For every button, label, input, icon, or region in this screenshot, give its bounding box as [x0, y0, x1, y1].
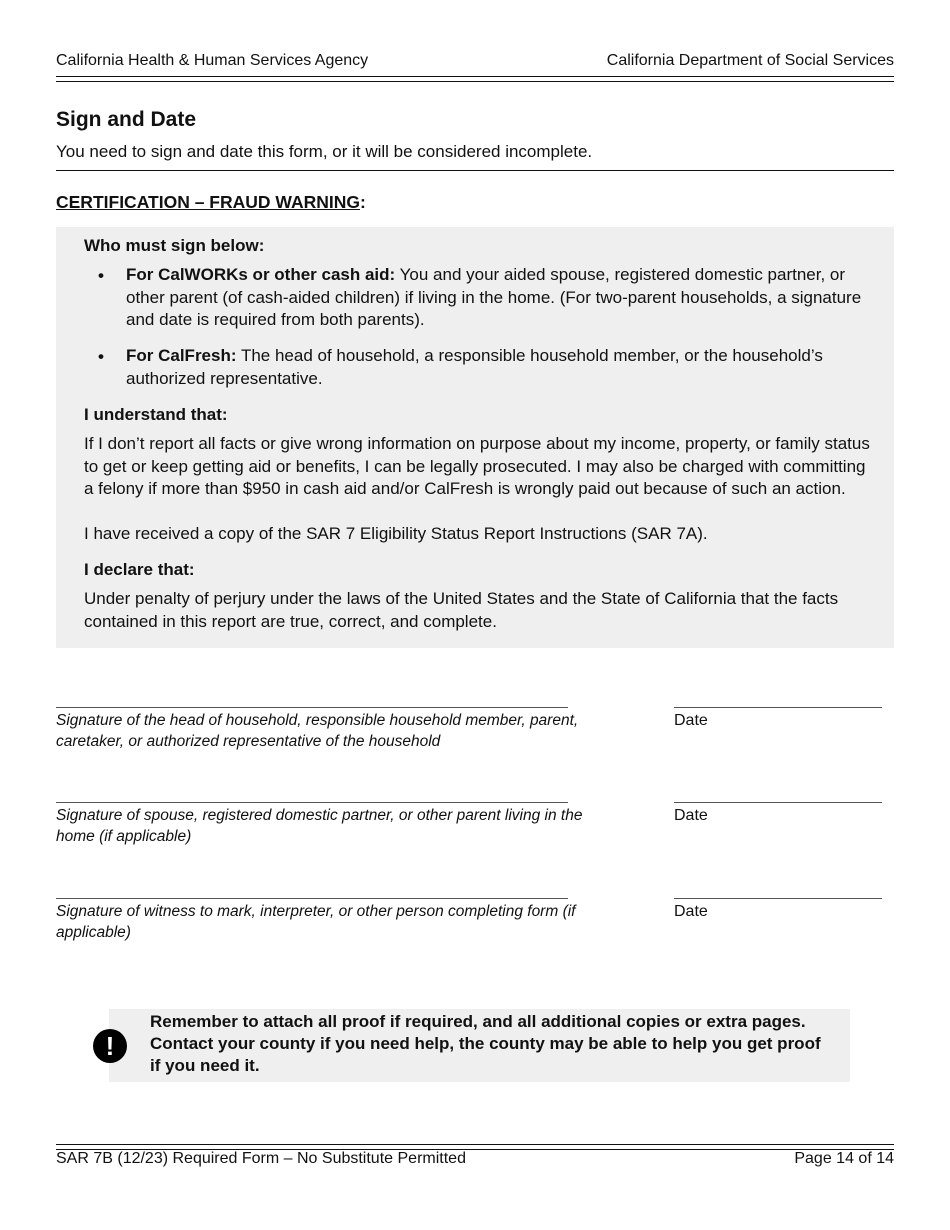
bullet-calworks-text: You and your aided spouse, registered domestic partner, or other parent (of cash-aided children) if living in the home. (For two-parent households, a signature and date is required from both parents). — [126, 265, 862, 329]
bullet-calfresh — [126, 345, 872, 390]
declare-heading: I declare that: — [84, 560, 195, 579]
understand-heading: I understand that: — [84, 405, 228, 424]
header-divider — [56, 76, 894, 82]
page-number: Page 14 of 14 — [794, 1150, 894, 1167]
signature-line-spouse[interactable] — [56, 802, 568, 803]
form-page — [56, 0, 894, 1230]
certification-box — [56, 227, 894, 648]
date-line-head[interactable] — [674, 707, 882, 708]
date-label: Date — [674, 903, 708, 920]
date-line-spouse[interactable] — [674, 802, 882, 803]
department-name: California Department of Social Services — [606, 52, 894, 69]
signature-caption-head: Signature of the head of household, responsible household member, parent, caretaker, or authorized representative of the household — [56, 712, 579, 750]
section-title: Sign and Date — [56, 108, 197, 131]
page-header — [56, 52, 894, 74]
certification-heading — [56, 192, 366, 213]
section-subtitle: You need to sign and date this form, or it will be considered incomplete. — [56, 142, 593, 161]
bullet-icon: • — [98, 266, 104, 285]
signature-caption-witness: Signature of witness to mark, interpreter, or other person completing form (if applicable) — [56, 903, 576, 941]
bullet-calfresh-text: The head of household, a responsible household member, or the household’s authorized representative. — [126, 346, 823, 388]
form-id: SAR 7B (12/23) Required Form – No Substitute Permitted — [56, 1150, 466, 1167]
bullet-calworks-bold: For CalWORKs or other cash aid: — [126, 265, 396, 284]
signature-line-head[interactable] — [56, 707, 568, 708]
received-text: I have received a copy of the SAR 7 Eligibility Status Report Instructions (SAR 7A). — [84, 524, 708, 543]
understand-text: If I don’t report all facts or give wrong information on purpose about my income, property, or family status to get or keep getting aid or benefits, I can be legally prosecuted. I may also be charged with committing a felony if more than $950 in cash aid and/or CalFresh is wrongly paid out because of such an action. — [84, 434, 870, 498]
bullet-calfresh-bold: For CalFresh: — [126, 346, 237, 365]
bullet-calworks — [126, 264, 872, 332]
reminder-box — [105, 1009, 850, 1082]
declare-text: Under penalty of perjury under the laws of the United States and the State of California that the facts contained in this report are true, correct, and complete. — [84, 589, 839, 631]
who-must-sign-heading: Who must sign below: — [84, 236, 265, 255]
bullet-icon: • — [98, 347, 104, 366]
section-divider — [56, 170, 894, 171]
date-label: Date — [674, 712, 708, 729]
date-line-witness[interactable] — [674, 898, 882, 899]
signature-caption-spouse: Signature of spouse, registered domestic partner, or other parent living in the home (if applicable) — [56, 807, 583, 845]
date-label: Date — [674, 807, 708, 824]
agency-name: California Health & Human Services Agency — [56, 52, 369, 69]
reminder-text: Remember to attach all proof if required, and all additional copies or extra pages. Contact your county if you need help, the county may be able to help you get proof if you need it. — [150, 1012, 821, 1075]
certification-heading-text: CERTIFICATION – FRAUD WARNING — [56, 192, 360, 212]
certification-heading-colon: : — [359, 192, 366, 212]
signature-line-witness[interactable] — [56, 898, 568, 899]
exclamation-icon: ! — [93, 1029, 127, 1063]
